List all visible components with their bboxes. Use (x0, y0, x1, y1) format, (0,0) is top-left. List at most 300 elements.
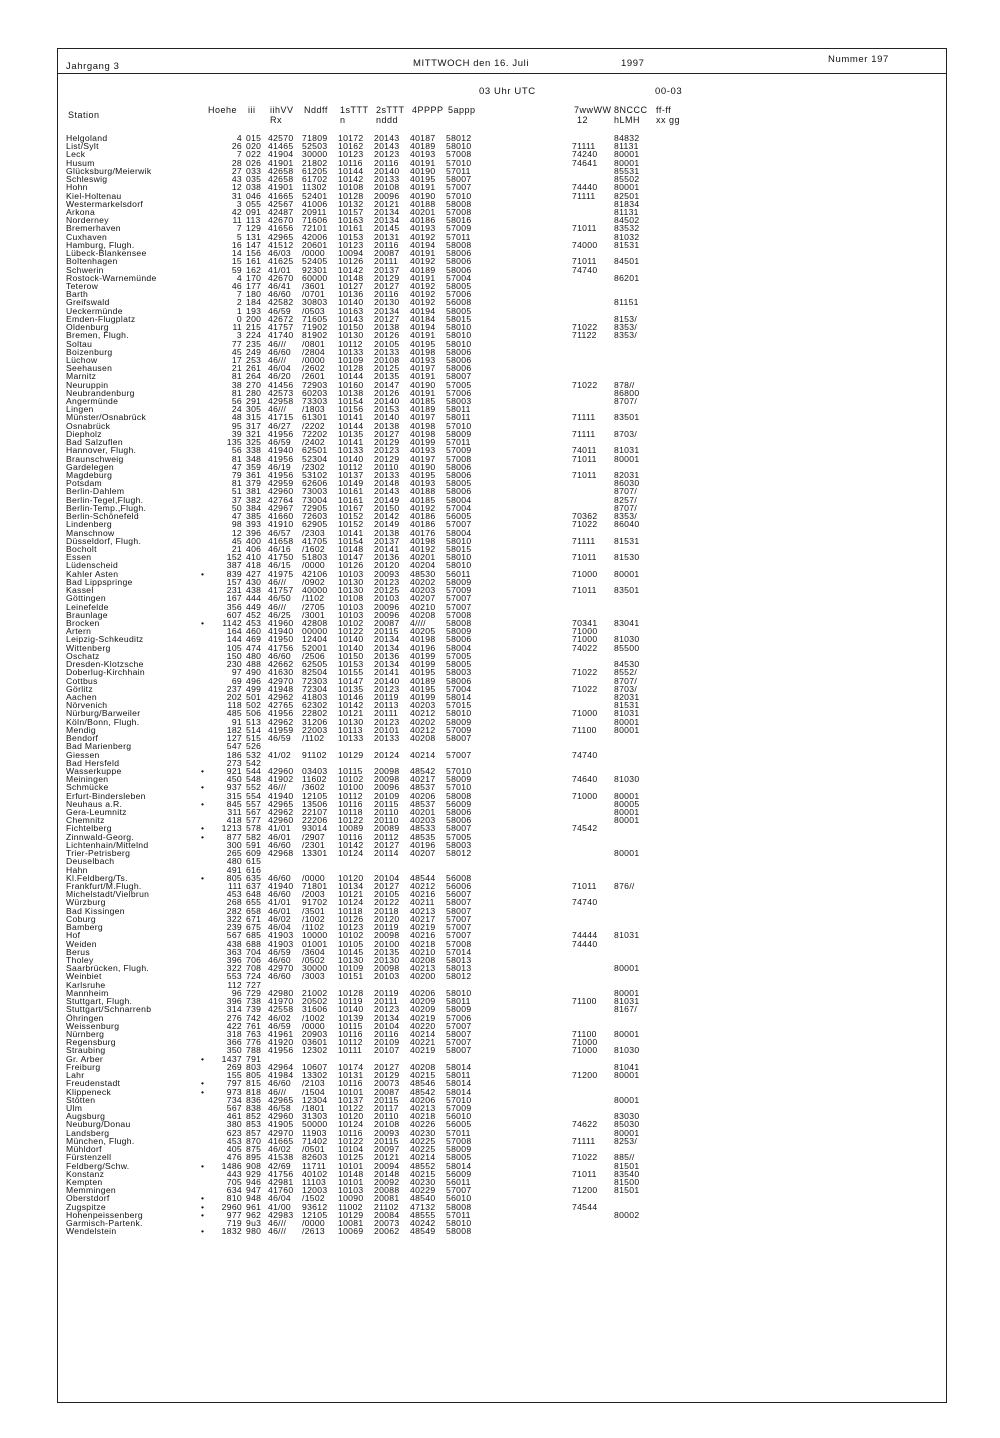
station-id: 548 (246, 774, 262, 785)
group-1sttt: 10144 (338, 371, 364, 382)
group-2sttt: 20114 (374, 848, 399, 859)
group-1sttt: 10105 (338, 938, 364, 949)
group-4pppp: 40197 (410, 363, 436, 374)
group-2sttt: 20150 (374, 502, 400, 513)
station-name: Gardelegen (66, 461, 114, 472)
station-id: 177 (246, 280, 262, 291)
group-nddff: 20601 (302, 239, 328, 250)
group-2sttt: 20084 (374, 1209, 400, 1220)
group-nddff: /3501 (302, 905, 326, 916)
group-5appp: 58009 (446, 774, 472, 785)
group-8nccc: 8353/ (614, 322, 638, 333)
group-1sttt: 10116 (338, 157, 363, 168)
group-2sttt: 20104 (374, 872, 400, 883)
group-1sttt: 10101 (338, 1176, 364, 1187)
group-1sttt: 10152 (338, 519, 364, 530)
group-1sttt: 10154 (338, 535, 364, 546)
group-5appp: 58012 (446, 133, 472, 143)
group-4pppp: 40190 (410, 190, 436, 201)
station-height: 1142 (222, 617, 242, 628)
group-nddff: /2602 (302, 363, 326, 374)
group-5appp: 58007 (446, 174, 472, 185)
group-5appp: 58004 (446, 642, 472, 653)
station-height: 300 (226, 839, 242, 850)
station-name: München, Flugh. (66, 1135, 135, 1146)
group-4pppp: 40212 (410, 708, 436, 719)
station-id: 776 (246, 1037, 262, 1048)
group-5appp: 58012 (446, 971, 472, 982)
station-id: 418 (246, 560, 262, 571)
group-2sttt: 20127 (374, 1061, 400, 1072)
mountain-marker: • (201, 823, 205, 834)
group-1sttt: 10115 (338, 765, 363, 776)
group-1sttt: 10128 (338, 190, 364, 201)
group-2sttt: 20138 (374, 322, 400, 333)
group-8nccc: 80001 (614, 149, 640, 160)
group-iihvv: 41656 (268, 223, 294, 234)
group-iihvv: 41903 (268, 938, 294, 949)
group-2sttt: 20134 (374, 1012, 400, 1023)
station-name: Doberlug-Kirchhain (66, 667, 145, 678)
group-nddff: 60203 (302, 387, 328, 398)
group-1sttt: 10160 (338, 379, 364, 390)
station-id: 591 (246, 839, 262, 850)
station-name: Feldberg/Schw. (66, 1160, 130, 1171)
group-5appp: 57010 (446, 765, 472, 776)
group-5appp: 57009 (446, 724, 472, 735)
group-2sttt: 20116 (374, 1028, 399, 1039)
group-4pppp: 40218 (410, 1111, 436, 1122)
group-iihvv: 46/01 (268, 831, 292, 842)
station-name: Hannover, Flugh. (66, 445, 137, 456)
station-id: 515 (246, 733, 262, 744)
station-height: 276 (226, 1012, 242, 1023)
group-4pppp: 40220 (410, 1020, 436, 1031)
group-4pppp: 40197 (410, 412, 436, 423)
group-nddff: 41803 (302, 691, 328, 702)
group-5appp: 58009 (446, 428, 472, 439)
group-nddff: /2613 (302, 1226, 326, 1237)
station-name: Nürburg/Barweiler (66, 708, 141, 719)
station-height: 202 (226, 691, 242, 702)
station-name: Schmücke (66, 782, 109, 793)
station-height: 380 (226, 1119, 242, 1130)
group-nddff: /1504 (302, 1086, 326, 1097)
group-iihvv: 46/59 (268, 946, 292, 957)
group-4pppp: 40201 (410, 552, 436, 563)
station-id: 615 (246, 856, 262, 867)
group-5appp: 58006 (446, 486, 472, 497)
group-2sttt: 20118 (374, 905, 399, 916)
group-1sttt: 10140 (338, 297, 364, 308)
group-5appp: 58006 (446, 256, 472, 267)
group-2sttt: 20125 (374, 585, 400, 596)
group-5appp: 58013 (446, 955, 472, 965)
group-2sttt: 20140 (374, 165, 400, 176)
group-5appp: 58006 (446, 346, 472, 357)
group-nddff: 71809 (302, 133, 328, 143)
group-4pppp: 40199 (410, 659, 436, 670)
group-1sttt: 10125 (338, 1152, 364, 1163)
group-2sttt: 20062 (374, 1226, 400, 1237)
station-name: Norderney (66, 215, 109, 226)
group-nddff: 41705 (302, 535, 328, 546)
group-1sttt: 10161 (338, 486, 364, 497)
group-iihvv: 46/// (268, 1226, 287, 1237)
group-2sttt: 20133 (374, 346, 400, 357)
group-4pppp: 40188 (410, 198, 436, 209)
group-iihvv: 41956 (268, 453, 294, 464)
group-nddff: 11602 (302, 774, 327, 785)
group-2sttt: 20110 (374, 815, 399, 826)
group-5appp: 58014 (446, 1078, 472, 1089)
group-4pppp: 40208 (410, 955, 436, 965)
group-4pppp: 40191 (410, 182, 436, 193)
station-id: 280 (246, 387, 262, 398)
station-name: Husum (66, 157, 95, 168)
group-5appp: 57007 (446, 1037, 472, 1048)
group-1sttt: 10118 (338, 807, 363, 818)
station-height: 1486 (221, 1160, 242, 1171)
group-2sttt: 20134 (374, 215, 400, 226)
group-iihvv: 41/01 (268, 823, 292, 834)
group-nddff: /2705 (302, 601, 326, 612)
station-name: Leck (66, 149, 86, 160)
station-name: Memmingen (66, 1185, 116, 1196)
group-5appp: 57007 (446, 749, 472, 760)
group-nddff: 71606 (302, 215, 328, 226)
group-iihvv: 41665 (268, 1135, 294, 1146)
group-1sttt: 10103 (338, 1185, 364, 1196)
group-2sttt: 20133 (374, 470, 400, 481)
group-nddff: 91702 (302, 897, 328, 908)
station-id: 113 (246, 215, 261, 226)
group-iihvv: 41660 (268, 511, 294, 522)
station-id: 635 (246, 872, 262, 883)
group-1sttt: 10124 (338, 897, 364, 908)
station-name: Cottbus (66, 675, 98, 686)
group-1sttt: 10142 (338, 700, 364, 711)
group-5appp: 58007 (446, 905, 472, 916)
col-nddff: Nddff (304, 105, 328, 115)
group-1sttt: 10167 (338, 502, 364, 513)
group-2sttt: 20127 (374, 313, 400, 324)
group-1sttt: 10108 (338, 593, 364, 604)
year-label: 1997 (621, 58, 645, 69)
group-8nccc: 80001 (614, 987, 640, 998)
station-height: 81 (231, 371, 242, 382)
group-4pppp: 40219 (410, 1012, 436, 1023)
group-4pppp: 40225 (410, 1144, 436, 1155)
group-iihvv: 46/60 (268, 872, 292, 883)
group-5appp: 58010 (446, 338, 472, 349)
group-8nccc: 81531 (614, 535, 640, 546)
group-nddff: 72304 (302, 683, 328, 694)
group-8nccc: 80001 (614, 1070, 640, 1081)
group-5appp: 58008 (446, 1226, 472, 1237)
group-5appp: 58006 (446, 807, 472, 818)
group-4pppp: 40206 (410, 987, 436, 998)
group-nddff: 62606 (302, 478, 328, 489)
station-name: Helgoland (66, 133, 108, 143)
group-4pppp: 40190 (410, 461, 436, 472)
group-1sttt: 10122 (338, 1102, 364, 1113)
group-iihvv: 42670 (268, 272, 294, 283)
group-iihvv: 42965 (268, 1094, 294, 1105)
group-nddff: /1002 (302, 1012, 326, 1023)
station-name: Bad Salzuflen (66, 437, 123, 448)
group-1sttt: 10089 (338, 823, 364, 834)
station-name: Freudenstadt (66, 1078, 121, 1089)
station-name: Lahr (66, 1070, 85, 1081)
group-iihvv: 42970 (268, 1127, 294, 1138)
station-id: 161 (246, 256, 262, 267)
station-id: 946 (246, 1176, 262, 1187)
group-5appp: 58009 (446, 716, 472, 727)
station-id: 453 (246, 617, 262, 628)
group-nddff: 73004 (302, 494, 328, 505)
group-5appp: 58016 (446, 215, 472, 226)
group-5appp: 58014 (446, 1160, 472, 1171)
group-1sttt: 10130 (338, 716, 364, 727)
group-2sttt: 20073 (374, 1078, 400, 1089)
station-height: 2960 (221, 1201, 242, 1212)
group-iihvv: 41625 (268, 256, 294, 267)
group-7wwww: 71111 (572, 190, 596, 201)
group-7wwww: 71011 (572, 881, 597, 892)
group-4pppp: 47132 (410, 1201, 436, 1212)
group-7wwww: 74011 (572, 445, 597, 456)
station-height: 405 (226, 1144, 242, 1155)
station-id: 526 (246, 741, 262, 752)
group-4pppp: 40203 (410, 815, 436, 826)
station-height: 239 (226, 922, 242, 933)
station-id: 671 (246, 913, 262, 924)
station-id: 513 (246, 716, 262, 727)
group-iihvv: 46/// (268, 354, 287, 365)
group-1sttt: 10142 (338, 174, 364, 185)
group-nddff: 71402 (302, 1135, 328, 1146)
group-5appp: 57010 (446, 782, 472, 793)
group-iihvv: 42960 (268, 765, 294, 776)
mountain-marker: • (201, 782, 205, 793)
group-5appp: 57006 (446, 289, 472, 300)
header-rule (58, 73, 946, 74)
col-iihvv: iihVV Rx (270, 105, 294, 125)
group-7wwww: 74022 (572, 642, 598, 653)
group-2sttt: 20143 (374, 141, 400, 152)
group-1sttt: 10145 (338, 946, 364, 957)
group-5appp: 57008 (446, 206, 472, 217)
group-5appp: 58008 (446, 239, 472, 250)
station-height: 37 (231, 494, 242, 505)
group-2sttt: 20123 (374, 576, 400, 587)
group-iihvv: 42962 (268, 691, 294, 702)
group-5appp: 56008 (446, 872, 472, 883)
group-iihvv: 41940 (268, 790, 294, 801)
group-5appp: 57007 (446, 593, 472, 604)
group-8nccc: 8707/ (614, 396, 638, 407)
group-nddff: 11302 (302, 182, 327, 193)
group-5appp: 57009 (446, 445, 472, 456)
group-1sttt: 10139 (338, 1012, 364, 1023)
group-4pppp: 48542 (410, 1086, 436, 1097)
col-8nccc: 8NCCC hLMH (614, 105, 648, 125)
group-iihvv: 46/// (268, 1218, 287, 1229)
station-id: 382 (246, 494, 262, 505)
group-4pppp: 40216 (410, 889, 436, 900)
group-4pppp: 40193 (410, 149, 436, 160)
group-2sttt: 20131 (374, 231, 400, 242)
group-1sttt: 10104 (338, 1144, 364, 1155)
group-4pppp: 40204 (410, 560, 436, 571)
group-1sttt: 10129 (338, 749, 364, 760)
group-nddff: 31606 (302, 1004, 328, 1015)
group-2sttt: 20117 (374, 1102, 399, 1113)
group-8nccc: 81131 (614, 141, 639, 152)
station-height: 311 (227, 807, 242, 818)
station-height: 95 (231, 420, 242, 431)
group-5appp: 58005 (446, 659, 472, 670)
station-id: 253 (246, 354, 262, 365)
group-1sttt: 10142 (338, 839, 364, 850)
group-iihvv: 46/60 (268, 1078, 292, 1089)
group-8nccc: 81501 (614, 1185, 640, 1196)
group-1sttt: 10126 (338, 913, 364, 924)
group-5appp: 57008 (446, 938, 472, 949)
group-iihvv: 41956 (268, 708, 294, 719)
group-nddff: 42006 (302, 231, 328, 242)
group-4pppp: 40190 (410, 379, 436, 390)
group-iihvv: 41960 (268, 617, 294, 628)
group-4pppp: 40208 (410, 1061, 436, 1072)
station-height: 485 (226, 708, 242, 719)
group-5appp: 56009 (446, 798, 472, 809)
group-1sttt: 10116 (338, 1127, 363, 1138)
group-4pppp: 40213 (410, 1102, 436, 1113)
station-height: 282 (226, 905, 242, 916)
station-height: 4 (236, 272, 242, 283)
group-8nccc: 81041 (614, 1061, 640, 1072)
station-height: 118 (227, 700, 242, 711)
group-4pppp: 40193 (410, 478, 436, 489)
station-height: 705 (226, 1176, 242, 1187)
group-8nccc: 8167/ (614, 1004, 638, 1015)
group-7wwww: 74440 (572, 938, 598, 949)
group-1sttt: 10123 (338, 149, 364, 160)
group-nddff: 72603 (302, 511, 328, 522)
station-name: Meiningen (66, 774, 109, 785)
station-height: 51 (231, 486, 242, 497)
time-range: 00-03 (655, 86, 683, 97)
group-1sttt: 10122 (338, 815, 364, 826)
station-id: 542 (246, 757, 262, 768)
group-2sttt: 20127 (374, 280, 400, 291)
group-nddff: 92301 (302, 264, 328, 275)
group-1sttt: 10130 (338, 330, 364, 341)
group-1sttt: 10138 (338, 387, 364, 398)
group-7wwww: 71111 (572, 428, 596, 439)
group-nddff: 12105 (302, 1209, 328, 1220)
group-7wwww: 71100 (572, 724, 597, 735)
group-5appp: 58008 (446, 617, 472, 628)
group-nddff: 21002 (302, 987, 328, 998)
station-name: Emden-Flugplatz (66, 313, 136, 324)
station-id: 961 (246, 1201, 262, 1212)
group-2sttt: 20135 (374, 371, 400, 382)
station-name: Lübeck-Blankensee (66, 248, 147, 259)
station-id: 857 (246, 1127, 262, 1138)
group-1sttt: 10102 (338, 930, 364, 941)
group-2sttt: 20125 (374, 363, 400, 374)
group-5appp: 57011 (446, 231, 471, 242)
group-7wwww: 71011 (572, 585, 597, 596)
group-5appp: 57005 (446, 379, 472, 390)
station-name: Leipzig-Schkeuditz (66, 634, 144, 645)
group-2sttt: 20096 (374, 190, 400, 201)
group-1sttt: 10148 (338, 272, 364, 283)
group-iihvv: 41757 (268, 585, 294, 596)
station-id: 488 (246, 659, 262, 670)
group-2sttt: 20134 (374, 305, 400, 316)
station-id: 791 (246, 1053, 262, 1064)
group-nddff: 82504 (302, 667, 328, 678)
group-iihvv: 41920 (268, 1037, 294, 1048)
group-iihvv: 46/19 (268, 461, 292, 472)
group-7wwww: 74000 (572, 239, 598, 250)
group-8nccc: 85531 (614, 165, 640, 176)
station-height: 937 (226, 782, 242, 793)
mountain-marker: • (201, 1226, 205, 1237)
group-8nccc: 83041 (614, 617, 640, 628)
group-5appp: 56011 (446, 568, 471, 579)
station-height: 839 (226, 568, 242, 579)
station-id: 015 (246, 133, 262, 143)
group-5appp: 57009 (446, 223, 472, 234)
group-2sttt: 20143 (374, 133, 400, 143)
station-id: 469 (246, 634, 262, 645)
group-5appp: 58011 (446, 1070, 471, 1081)
station-name: Rostock-Warnemünde (66, 272, 157, 283)
station-name: Hamburg, Flugh. (66, 239, 135, 250)
group-7wwww: 71022 (572, 1152, 598, 1163)
station-name: Angermünde (66, 396, 119, 407)
group-nddff: 61301 (302, 412, 328, 423)
station-height: 734 (226, 1094, 242, 1105)
station-height: 453 (226, 1135, 242, 1146)
station-id: 235 (246, 338, 262, 349)
station-name: Weinbiet (66, 971, 102, 982)
station-id: 261 (246, 363, 262, 374)
group-8nccc: 8703/ (614, 428, 638, 439)
group-2sttt: 20153 (374, 404, 400, 415)
group-2sttt: 20111 (374, 256, 399, 267)
group-nddff: 72303 (302, 675, 328, 686)
group-5appp: 57007 (446, 1185, 472, 1196)
col-iii: iii (248, 105, 256, 115)
station-id: 532 (246, 749, 262, 760)
group-4pppp: 40208 (410, 609, 436, 620)
group-5appp: 57010 (446, 190, 472, 201)
group-8nccc: 86800 (614, 387, 640, 398)
group-iihvv: 46/// (268, 601, 287, 612)
group-nddff: 12404 (302, 634, 328, 645)
station-height: 719 (226, 1218, 242, 1229)
station-height: 135 (226, 437, 242, 448)
station-id: 444 (246, 593, 262, 604)
group-5appp: 58003 (446, 839, 472, 850)
group-2sttt: 21102 (374, 1201, 399, 1212)
